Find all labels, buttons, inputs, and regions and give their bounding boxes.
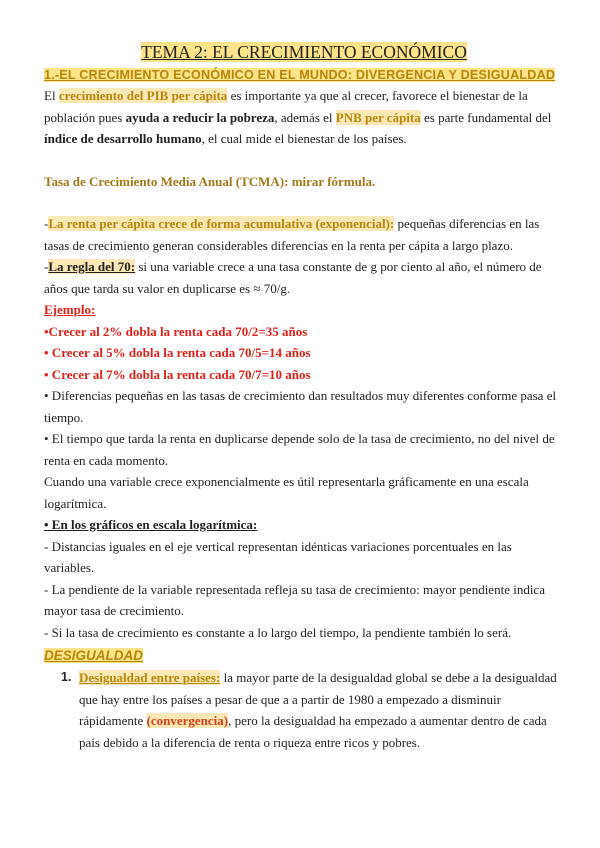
regla-paragraph: -La regla del 70: si una variable crece a una tasa constante de g por ciento al año, el número de años que tarda su valor en duplicarse es ≈ 70/g.	[44, 259, 542, 296]
ejemplo-item: • Crecer al 5% dobla la renta cada 70/5=14 años	[44, 345, 311, 360]
log-heading: • En los gráficos en escala logarítmica:	[44, 517, 258, 532]
log-item: - Si la tasa de crecimiento es constante a lo largo del tiempo, la pendiente también lo será.	[44, 624, 512, 640]
log-item: - La pendiente de la variable representada refleja su tasa de crecimiento: mayor pendiente indica mayor tasa de crecimiento.	[44, 581, 545, 618]
bullet-paragraph: • Diferencias pequeñas en las tasas de crecimiento dan resultados muy diferentes conforme pasa el tiempo.	[44, 388, 557, 425]
desigualdad-heading: DESIGUALDAD	[44, 648, 144, 663]
section-heading: 1.-EL CRECIMIENTO ECONÓMICO EN EL MUNDO: DIVERGENCIA Y DESIGUALDAD	[44, 68, 556, 82]
log-scale-paragraph: Cuando una variable crece exponencialmente es útil representarla gráficamente en una escala logarítmica.	[44, 474, 529, 511]
renta-paragraph: -La renta per cápita crece de forma acumulativa (exponencial): pequeñas diferencias en las tasas de crecimiento generan considerables diferencias en la renta per cápita a largo plazo.	[44, 216, 540, 253]
document-page	[44, 40, 564, 753]
ejemplo-item: • Crecer al 7% dobla la renta cada 70/7=10 años	[44, 366, 311, 382]
list-item: 1. Desigualdad entre países: la mayor parte de la desigualdad global se debe a la desigualdad que hay entre los países a pesar de que a a partir de 1980 a empezado a disminuir rápidamente (convergencia), pero la desigualdad ha empezado a aumentar dentro de cada país debido a la diferencia de renta o riqueza entre ricos y pobres.	[61, 670, 557, 750]
ejemplo-item: •Crecer al 2% dobla la renta cada 70/2=35 años	[44, 323, 308, 339]
tcma-line: Tasa de Crecimiento Media Anual (TCMA): mirar fórmula.	[44, 173, 376, 189]
page-title-text: TEMA 2: EL CRECIMIENTO ECONÓMICO	[141, 42, 467, 62]
ejemplo-label: Ejemplo:	[44, 302, 96, 317]
log-item: - Distancias iguales en el eje vertical representan idénticas variaciones porcentuales en las variables.	[44, 538, 512, 575]
intro-paragraph: El crecimiento del PIB per cápita es importante ya que al crecer, favorece el bienestar de la población pues ayuda a reducir la pobreza, además el PNB per cápita es parte fundamental del índice de desarrollo humano, el cual mide el bienestar de los países.	[44, 88, 552, 146]
bullet-paragraph: • El tiempo que tarda la renta en duplicarse depende solo de la tasa de crecimiento, no del nivel de renta en cada momento.	[44, 431, 555, 468]
page-title	[44, 40, 564, 64]
